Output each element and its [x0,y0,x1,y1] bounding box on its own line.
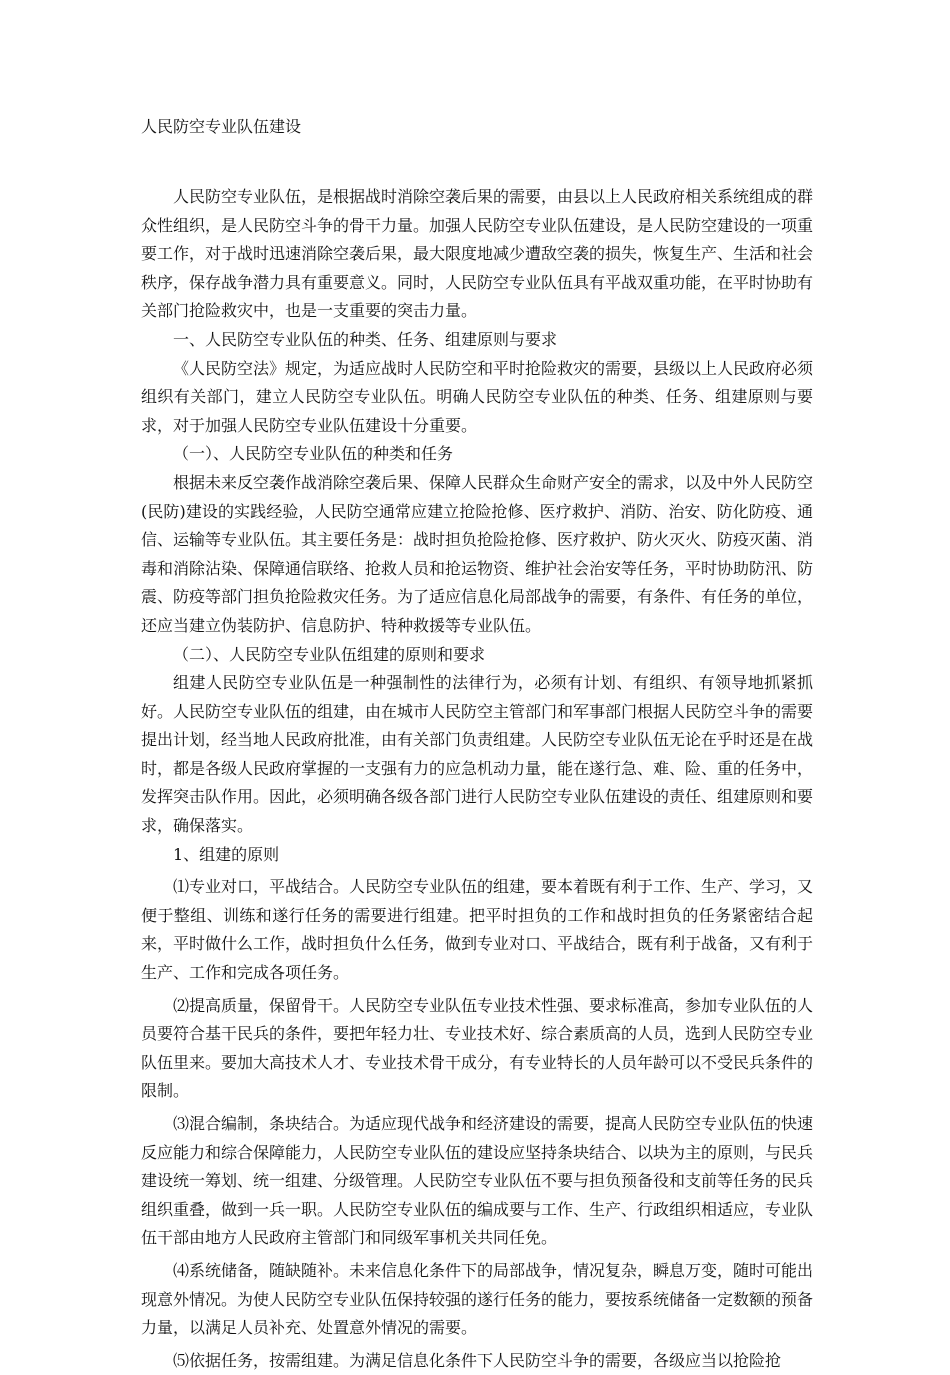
paragraph-organization: 组建人民防空专业队伍是一种强制性的法律行为，必须有计划、有组织、有领导地抓紧抓好。人民防空专业队伍的组建，由在城市人民防空主管部门和军事部门根据人民防空斗争的需要提出计划，经当地人民政府批准，由有关部门负责组建。人民防空专业队伍无论在乎时还是在战时，都是各级人民政府掌握的一支强有力的应急机动力量，能在遂行急、难、险、重的任务中，发挥突击队作用。因此，必须明确各级各部门进行人民防空专业队伍建设的责任、组建原则和要求，确保落实。 [141,673,814,836]
document-title: 人民防空专业队伍建设 [141,117,302,136]
item-heading-principles: 1、组建的原则 [173,844,280,864]
principle-3: ⑶混合编制，条块结合。为适应现代战争和经济建设的需要，提高人民防空专业队伍的快速反应能力和综合保障能力，人民防空专业队伍的建设应坚持条块结合、以块为主的原则，与民兵建设统一筹划、统一组建、分级管理。人民防空专业队伍不要与担负预备役和支前等任务的民兵组织重叠，做到一兵一职。人民防空专业队伍的编成要与工作、生产、行政组织相适应，专业队伍干部由地方人民政府主管部门和同级军事机关共同任免。 [141,1114,814,1248]
subsection-heading-1: （一）、人民防空专业队伍的种类和任务 [173,444,454,464]
subsection-heading-2: （二）、人民防空专业队伍组建的原则和要求 [173,644,486,664]
paragraph-types-tasks: 根据未来反空袭作战消除空袭后果、保障人民群众生命财产安全的需求，以及中外人民防空(民防)建设的实践经验，人民防空通常应建立抢险抢修、医疗救护、消防、治安、防化防疫、通信、运输等专业队伍。其主要任务是：战时担负抢险抢修、医疗救护、防火灭火、防疫灭菌、消毒和消除沾染、保障通信联络、抢救人员和抢运物资、维护社会治安等任务，平时协助防汛、防震、防疫等部门担负抢险救灾任务。为了适应信息化局部战争的需要，有条件、有任务的单位，还应当建立伪装防护、信息防护、特种救援等专业队伍。 [141,472,814,635]
principle-1: ⑴专业对口，平战结合。人民防空专业队伍的组建，要本着既有利于工作、生产、学习，又便于整组、训练和遂行任务的需要进行组建。把平时担负的工作和战时担负的任务紧密结合起来，平时做什么工作，战时担负什么任务，做到专业对口、平战结合，既有利于战备，又有利于生产、工作和完成各项任务。 [141,877,814,983]
paragraph-intro: 人民防空专业队伍，是根据战时消除空袭后果的需要，由县以上人民政府相关系统组成的群众性组织，是人民防空斗争的骨干力量。加强人民防空专业队伍建设，是人民防空建设的一项重要工作，对于战时迅速消除空袭后果，最大限度地减少遭敌空袭的损失，恢复生产、生活和社会秩序，保存战争潜力具有重要意义。同时，人民防空专业队伍具有平战双重功能，在平时协助有关部门抢险救灾中，也是一支重要的突击力量。 [141,187,814,321]
document-body [141,183,813,1375]
principle-2: ⑵提高质量，保留骨干。人民防空专业队伍专业技术性强、要求标准高，参加专业队伍的人员要符合基干民兵的条件，要把年轻力壮、专业技术好、综合素质高的人员，选到人民防空专业队伍里来。要加大高技术人才、专业技术骨干成分，有专业特长的人员年龄可以不受民兵条件的限制。 [141,995,814,1101]
principle-5: ⑸依据任务，按需组建。为满足信息化条件下人民防空斗争的需要，各级应当以抢险抢 [173,1350,782,1370]
principle-4: ⑷系统储备，随缺随补。未来信息化条件下的局部战争，情况复杂，瞬息万变，随时可能出现意外情况。为使人民防空专业队伍保持较强的遂行任务的能力，要按系统储备一定数额的预备力量，以满足人员补充、处置意外情况的需要。 [141,1260,814,1338]
section-heading-1: 一、人民防空专业队伍的种类、任务、组建原则与要求 [173,329,558,349]
paragraph-law: 《人民防空法》规定，为适应战时人民防空和平时抢险救灾的需要，县级以上人民政府必须组织有关部门，建立人民防空专业队伍。明确人民防空专业队伍的种类、任务、组建原则与要求，对于加强人民防空专业队伍建设十分重要。 [141,358,814,435]
